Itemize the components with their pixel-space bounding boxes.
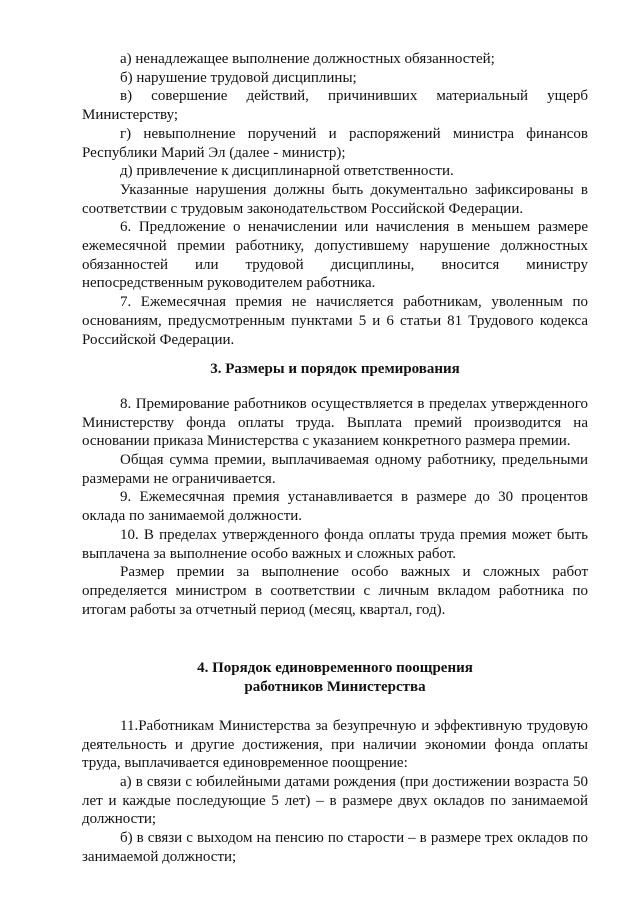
paragraph-6: 6. Предложение о неначислении или начисления в меньшем размере ежемесячной премии работнику, допустившему нарушение должностных обязанностей или трудовой дисциплины, вносится министру непосредственным руководителем работника.: [82, 219, 588, 292]
list-item-v: в) совершение действий, причинивших материальный ущерб Министерству;: [82, 88, 588, 124]
paragraph-7: 7. Ежемесячная премия не начисляется работникам, уволенным по основаниям, предусмотренным пунктами 5 и 6 статьи 81 Трудового кодекса Российской Федерации.: [82, 294, 588, 348]
list-item-g: г) невыполнение поручений и распоряжений министра финансов Республики Марий Эл (далее - министр);: [82, 125, 588, 161]
paragraph-8: 8. Премирование работников осуществляется в пределах утвержденного Министерству фонда оплаты труда. Выплата премий производится на основании приказа Министерства с указанием конкретного размера премии.: [82, 395, 588, 450]
section-4-heading-line-2: работников Министерства: [244, 679, 426, 696]
paragraph-10: 10. В пределах утвержденного фонда оплаты труда премия может быть выплачена за выполнение особо важных и сложных работ.: [82, 526, 588, 562]
reward-item-b: б) в связи с выходом на пенсию по старости – в размере трех окладов по занимаемой должности;: [82, 830, 588, 865]
section-3-heading: 3. Размеры и порядок премирования: [210, 361, 460, 378]
reward-item-a: а) в связи с юбилейными датами рождения (при достижении возраста 50 лет и каждые последующие 5 лет) – в размере двух окладов по занимаемой должности;: [82, 773, 588, 828]
section-4-heading: [82, 659, 588, 696]
list-item-b: б) нарушение трудовой дисциплины;: [120, 69, 357, 86]
document-page: [82, 50, 588, 866]
premium-size-note: Размер премии за выполнение особо важных и сложных работ определяется министром в соответствии с личным вкладом работника по итогам работы за отчетный период (месяц, квартал, год).: [82, 564, 588, 618]
section-4-heading-line-1: 4. Порядок единовременного поощрения: [197, 660, 473, 677]
violations-note-paragraph: Указанные нарушения должны быть документально зафиксированы в соответствии с трудовым законодательством Российской Федерации.: [82, 181, 588, 217]
list-item-a: а) ненадлежащее выполнение должностных обязанностей;: [120, 51, 495, 67]
list-item-d: д) привлечение к дисциплинарной ответственности.: [120, 163, 454, 180]
total-premium-note: Общая сумма премии, выплачиваемая одному работнику, предельными размерами не ограничивается.: [82, 452, 588, 487]
paragraph-11: 11.Работникам Министерства за безупречную и эффективную трудовую деятельность и другие достижения, при наличии экономии фонда оплаты труда, выплачивается единовременное поощрение:: [82, 717, 588, 772]
paragraph-9: 9. Ежемесячная премия устанавливается в размере до 30 процентов оклада по занимаемой должности.: [82, 489, 588, 525]
